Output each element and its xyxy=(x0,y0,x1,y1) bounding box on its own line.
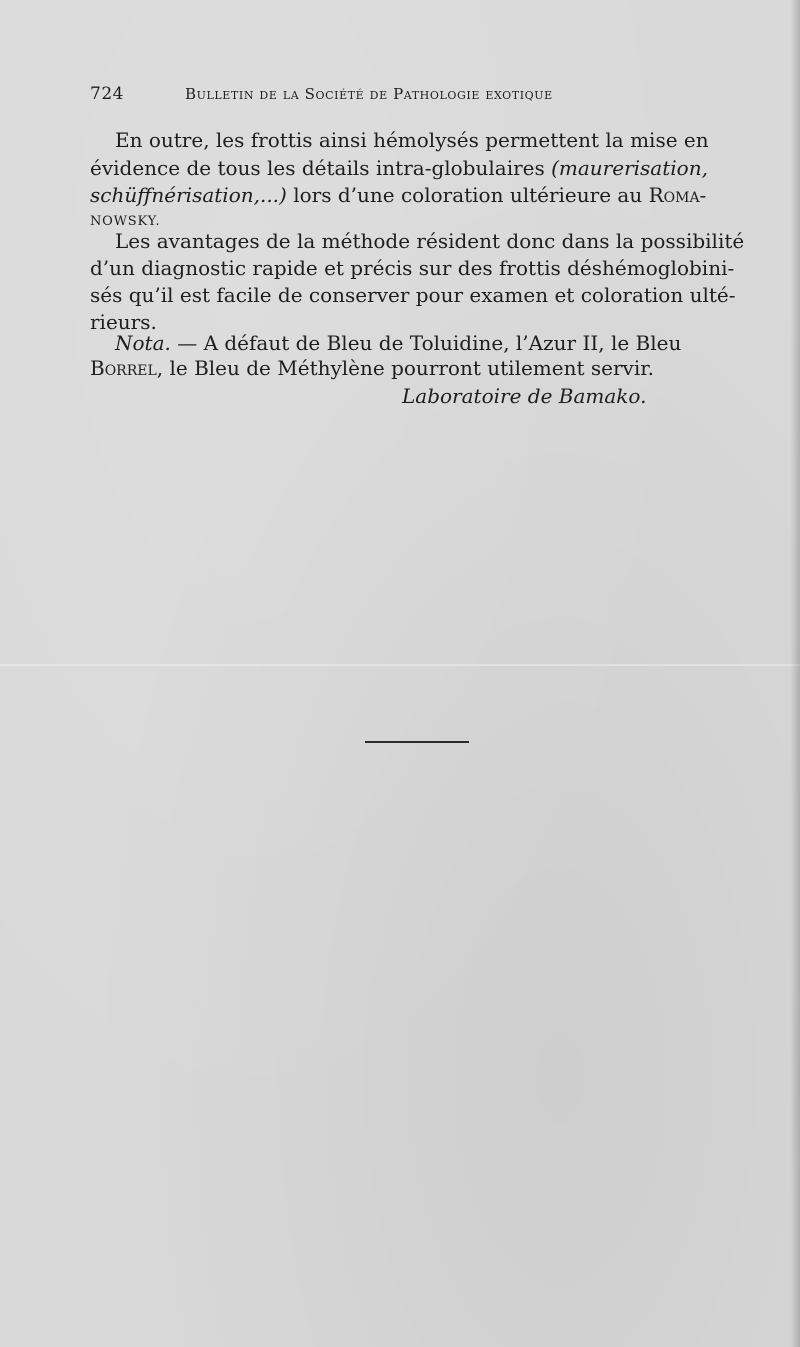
italic-term: (maurerisation, xyxy=(551,156,708,180)
paragraph-1-line-2: évidence de tous les détails intra-globulaires (maurerisation, xyxy=(90,156,708,180)
running-head xyxy=(90,84,750,104)
paragraph-2-line-2: d’un diagnostic rapide et précis sur des frottis déshémoglobini- xyxy=(90,256,735,280)
end-rule xyxy=(365,741,469,743)
page-edge-shadow xyxy=(790,0,800,1347)
paragraph-1-line-1: En outre, les frottis ainsi hémolysés permettent la mise en xyxy=(115,128,709,152)
paragraph-1-line-4: NOWSKY. xyxy=(90,214,161,229)
page-number: 724 xyxy=(90,84,124,104)
nota-line-2: Borrel, le Bleu de Méthylène pourront utilement servir. xyxy=(90,356,654,380)
paragraph-1-line-3: schüffnérisation,...) lors d’une coloration ultérieure au Roma- xyxy=(90,183,707,207)
paragraph-2-line-4: rieurs. xyxy=(90,310,157,334)
nota-line-1: Nota. — A défaut de Bleu de Toluidine, l’Azur II, le Bleu xyxy=(115,331,682,355)
italic-term: schüffnérisation,...) xyxy=(90,183,287,207)
author-name: Borrel, xyxy=(90,356,164,380)
laboratory-signature: Laboratoire de Bamako. xyxy=(402,384,647,408)
paragraph-2-line-3: sés qu’il est facile de conserver pour examen et coloration ulté- xyxy=(90,283,736,307)
paragraph-2-line-1: Les avantages de la méthode résident donc dans la possibilité xyxy=(115,229,745,253)
author-name: Roma- xyxy=(648,183,707,207)
journal-title: Bulletin de la Société de Pathologie exotique xyxy=(185,85,553,103)
page-fold-line xyxy=(0,664,800,666)
nota-label: Nota. xyxy=(115,331,171,355)
